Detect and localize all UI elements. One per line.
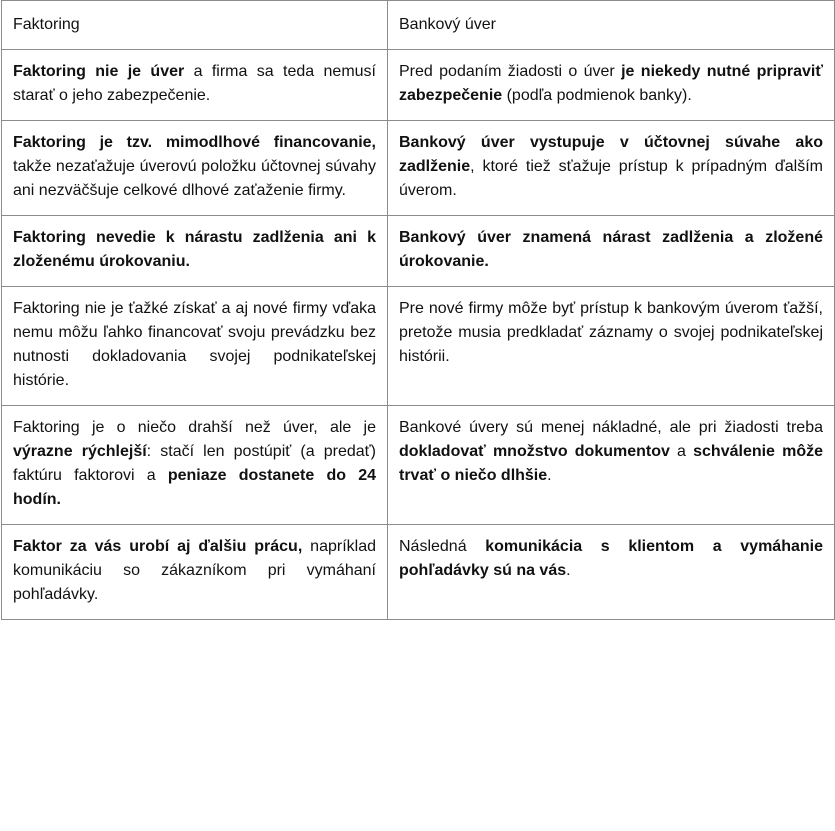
text: Bankové úvery sú menej nákladné, ale pri žiadosti treba [399, 419, 823, 436]
text: Faktoring je o niečo drahší než úver, ale je [13, 419, 376, 436]
text: (podľa podmienok banky). [502, 87, 692, 104]
bold-text: Faktoring nevedie k nárastu zadlženia ani k zloženému úrokovaniu. [13, 229, 376, 270]
table-row [2, 216, 835, 287]
cell-faktoring [2, 287, 388, 406]
cell-bankovy-uver [388, 50, 835, 121]
table-body [2, 1, 835, 620]
text: : stačí len postúpiť (a predať) faktúru faktorovi a [13, 443, 377, 484]
bold-text: Faktor za vás urobí aj ďalšiu prácu, [13, 538, 303, 555]
bold-text: Faktoring je tzv. mimodlhové financovanie, [13, 134, 376, 151]
table-row [2, 287, 835, 406]
text: takže nezaťažuje úverovú položku účtovnej súvahy ani nezväčšuje celkové dlhové zaťaženie firmy. [13, 158, 376, 199]
bold-text: výrazne rýchlejší [13, 443, 147, 460]
text: napríklad komunikáciu so zákazníkom pri vymáhaní pohľadávky. [13, 538, 376, 603]
table-row [2, 525, 835, 620]
header-faktoring: Faktoring [2, 1, 388, 50]
cell-bankovy-uver [388, 525, 835, 620]
table-row [2, 406, 835, 525]
comparison-table [1, 0, 835, 620]
header-row [2, 1, 835, 50]
text: Pre nové firmy môže byť prístup k bankovým úverom ťažší, pretože musia predkladať záznamy o svojej podnikateľskej histórii. [399, 300, 823, 365]
bold-text: Bankový úver vystupuje v účtovnej súvahe ako zadlženie [399, 134, 823, 175]
cell-faktoring [2, 406, 388, 525]
bold-text: dokladovať množstvo dokumentov [399, 443, 670, 460]
cell-bankovy-uver [388, 121, 835, 216]
text: Faktoring nie je ťažké získať a aj nové firmy vďaka nemu môžu ľahko financovať svoju prevádzku bez nutnosti dokladovania svojej podnikateľskej histórie. [13, 300, 376, 389]
table-row [2, 121, 835, 216]
cell-faktoring [2, 121, 388, 216]
bold-text: je niekedy nutné pripraviť zabezpečenie [399, 63, 823, 104]
text: . [566, 562, 571, 579]
text: a firma sa teda nemusí starať o jeho zabezpečenie. [13, 63, 377, 104]
cell-bankovy-uver [388, 216, 835, 287]
bold-text: Bankový úver znamená nárast zadlženia a zložené úrokovanie. [399, 229, 823, 270]
text: Pred podaním žiadosti o úver [399, 63, 622, 80]
text: . [547, 467, 552, 484]
header-bankovy-uver: Bankový úver [388, 1, 835, 50]
bold-text: peniaze dostanete do 24 hodín. [13, 467, 377, 508]
cell-bankovy-uver [388, 287, 835, 406]
text: , ktoré tiež sťažuje prístup k prípadným ďalším úverom. [399, 158, 823, 199]
table-row [2, 50, 835, 121]
text: a [669, 443, 694, 460]
bold-text: komunikácia s klientom a vymáhanie pohľadávky sú na vás [399, 538, 823, 579]
bold-text: schválenie môže trvať o niečo dlhšie [399, 443, 824, 484]
bold-text: Faktoring nie je úver [13, 63, 185, 80]
text: Následná [399, 538, 486, 555]
cell-bankovy-uver [388, 406, 835, 525]
cell-faktoring [2, 216, 388, 287]
cell-faktoring [2, 50, 388, 121]
cell-faktoring [2, 525, 388, 620]
